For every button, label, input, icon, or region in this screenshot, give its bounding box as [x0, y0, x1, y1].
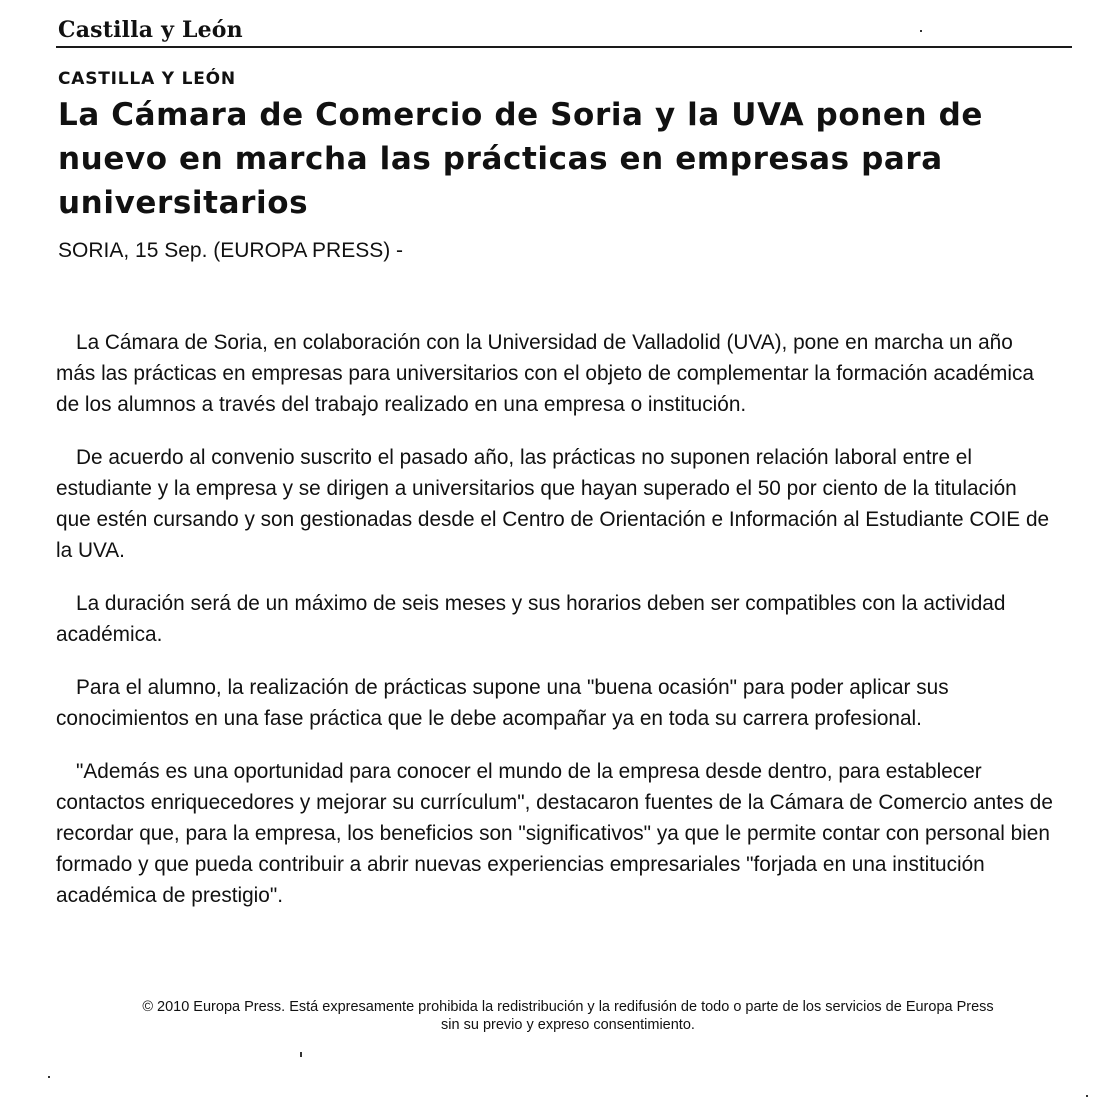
article-paragraph: La Cámara de Soria, en colaboración con la Universidad de Valladolid (UVA), pone en marcha un año más las prácticas en empresas para universitarios con el objeto de complementar la formación académica de los alumnos a través del trabajo realizado en una empresa o institución. — [56, 331, 1034, 416]
article-body — [56, 327, 1056, 933]
scan-speck — [1086, 1095, 1088, 1097]
article-headline: La Cámara de Comercio de Soria y la UVA ponen de nuevo en marcha las prácticas en empresas para universitarios — [58, 97, 984, 221]
article-paragraph: De acuerdo al convenio suscrito el pasado año, las prácticas no suponen relación laboral entre el estudiante y la empresa y se dirigen a universitarios que hayan superado el 50 por ciento de la titulación que estén cursando y son gestionadas desde el Centro de Orientación e Información al Estudiante COIE de la UVA. — [56, 446, 1050, 562]
article-paragraph: "Además es una oportunidad para conocer el mundo de la empresa desde dentro, para establecer contactos enriquecedores y mejorar su currículum", destacaron fuentes de la Cámara de Comercio antes de recordar que, para la empresa, los beneficios son "significativos" ya que le permite contar con personal bien formado y que pueda contribuir a abrir nuevas experiencias empresariales "forjada en una institución académica de prestigio". — [56, 760, 1053, 907]
article-section-label: CASTILLA Y LEÓN — [58, 69, 236, 89]
copyright-line: sin su previo y expreso consentimiento. — [441, 1017, 695, 1033]
scan-speck — [920, 30, 922, 32]
scan-speck — [300, 1052, 302, 1057]
header-divider — [56, 46, 1072, 48]
article-paragraph: Para el alumno, la realización de prácticas supone una "buena ocasión" para poder aplicar sus conocimientos en una fase práctica que le debe acompañar ya en toda su carrera profesional. — [56, 676, 949, 730]
copyright-notice — [40, 998, 1096, 1034]
article-paragraph: La duración será de un máximo de seis meses y sus horarios deben ser compatibles con la actividad académica. — [56, 592, 1006, 646]
publication-section-title: Castilla y León — [58, 17, 243, 43]
scan-speck — [48, 1076, 50, 1078]
article-dateline: SORIA, 15 Sep. (EUROPA PRESS) - — [58, 239, 404, 262]
copyright-line: © 2010 Europa Press. Está expresamente prohibida la redistribución y la redifusión de todo o parte de los servicios de Europa Press — [142, 999, 994, 1015]
